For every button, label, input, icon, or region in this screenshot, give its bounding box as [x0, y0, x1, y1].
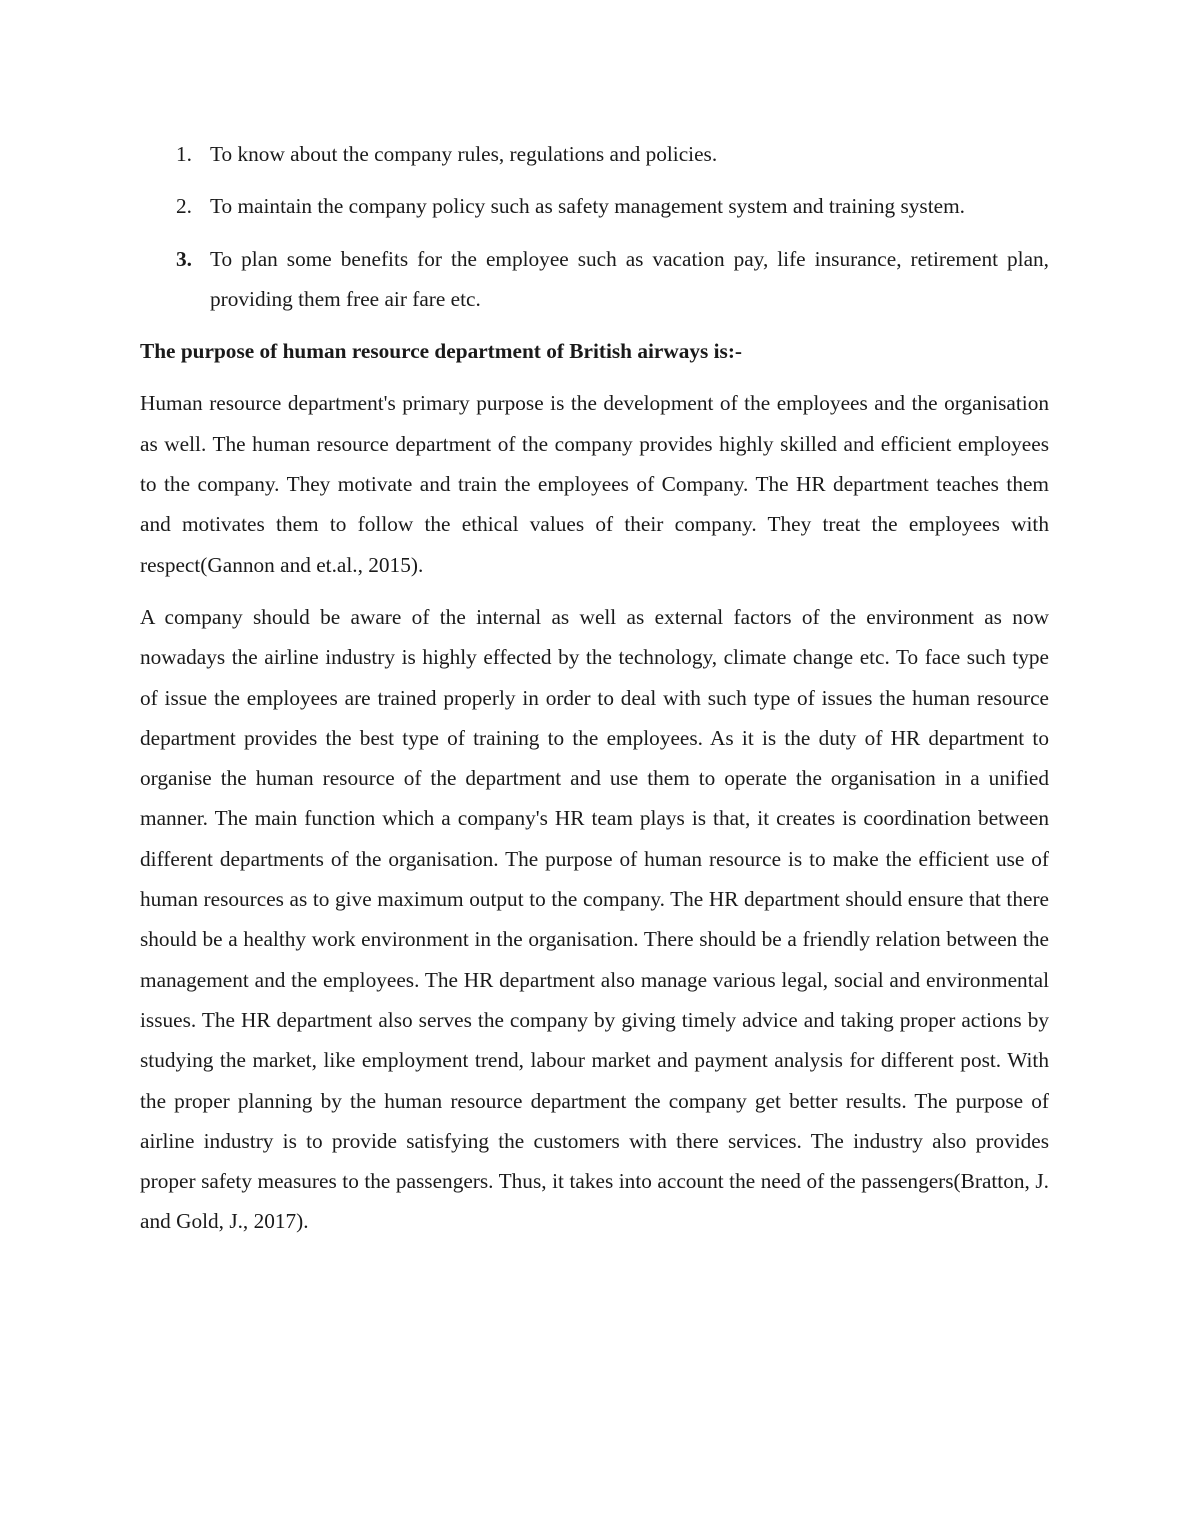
- list-item-number: 3.: [176, 246, 192, 271]
- page-content: [140, 134, 1049, 1254]
- list-item: [140, 134, 1049, 174]
- list-item-number: 2.: [176, 194, 192, 219]
- list-item-text: To plan some benefits for the employee such as vacation pay, life insurance, retirement plan, providing them free air fare etc.: [210, 246, 1049, 311]
- list-item-text: To maintain the company policy such as safety management system and training system.: [210, 194, 965, 219]
- list-item-text: To know about the company rules, regulations and policies.: [210, 142, 718, 166]
- list-item-number: 1.: [176, 142, 192, 166]
- body-paragraph: Human resource department's primary purpose is the development of the employees and the organisation as well. The human resource department of the company provides highly skilled and efficient employees to the company. They motivate and train the employees of Company. The HR department teaches them and motivates them to follow the ethical values of their company. They treat the employees with respect(Gannon and et.al., 2015).: [140, 391, 1049, 577]
- section-heading: The purpose of human resource department of British airways is:-: [140, 339, 743, 364]
- list-item: [140, 186, 1049, 226]
- objectives-list: [140, 134, 1049, 319]
- body-paragraph: A company should be aware of the internal as well as external factors of the environment as now nowadays the airline industry is highly effected by the technology, climate change etc. To face such type of issue the employees are trained properly in order to deal with such type of issues the human resource department provides the best type of training to the employees. As it is the duty of HR department to organise the human resource of the department and use them to operate the organisation in a unified manner. The main function which a company's HR team plays is that, it creates is coordination between different departments of the organisation. The purpose of human resource is to make the efficient use of human resources as to give maximum output to the company. The HR department should ensure that there should be a healthy work environment in the organisation. There should be a friendly relation between the management and the employees. The HR department also manage various legal, social and environmental issues. The HR department also serves the company by giving timely advice and taking proper actions by studying the market, like employment trend, labour market and payment analysis for different post. With the proper planning by the human resource department the company get better results. The purpose of airline industry is to provide satisfying the customers with there services. The industry also provides proper safety measures to the passengers. Thus, it takes into account the need of the passengers(Bratton, J. and Gold, J., 2017).: [140, 604, 1049, 1234]
- list-item: [140, 239, 1049, 320]
